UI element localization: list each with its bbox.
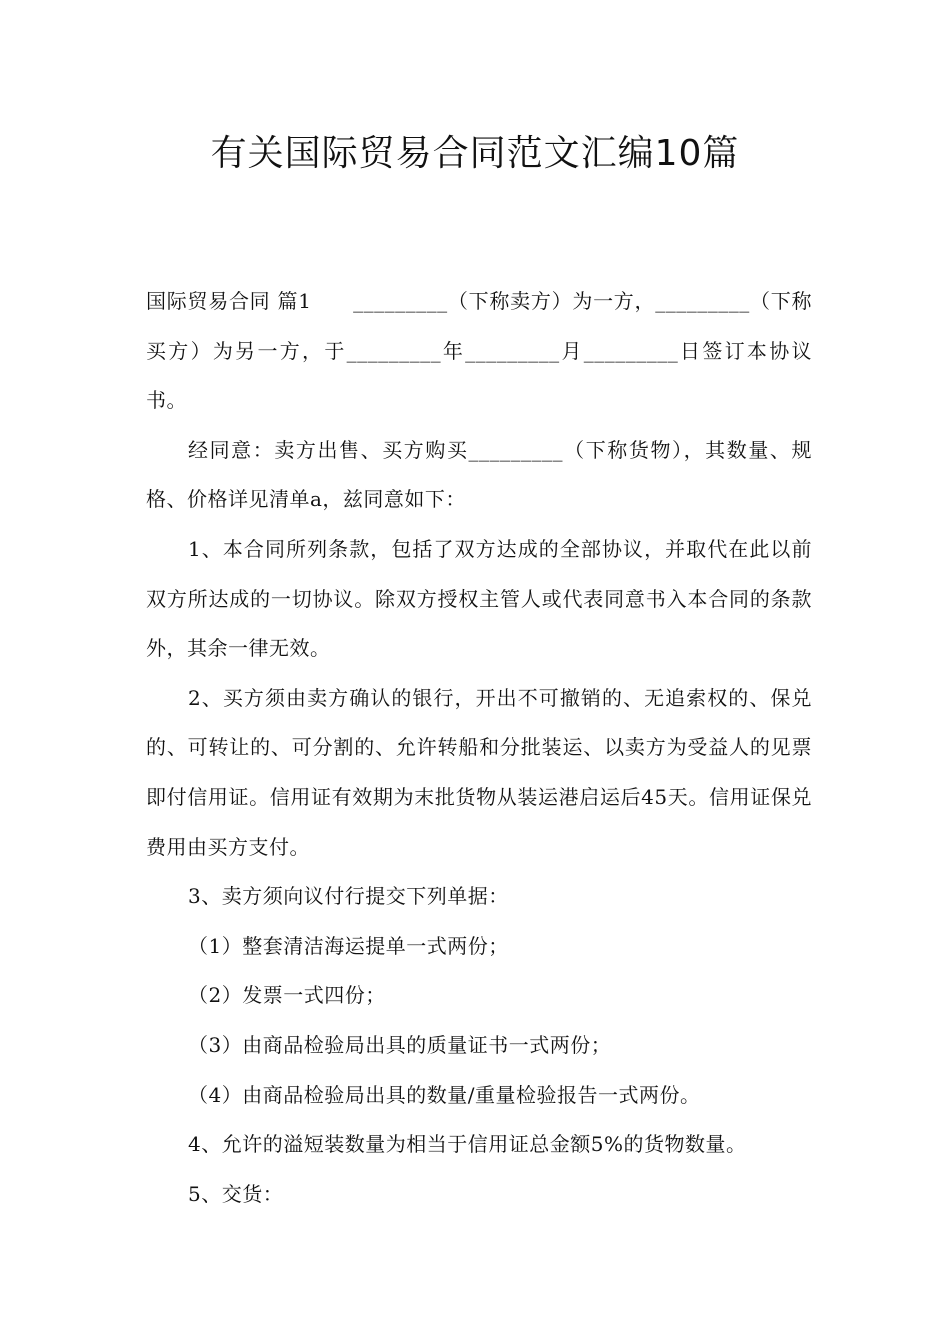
clause-4: 4、允许的溢短装数量为相当于信用证总金额5%的货物数量。 — [188, 1132, 747, 1157]
clause-1: 1、本合同所列条款，包括了双方达成的全部协议，并取代在此以前双方所达成的一切协议。除双方授权主管人或代表同意书入本合同的条款外，其余一律无效。 — [146, 536, 812, 661]
paragraph-preamble: 国际贸易合同 篇1 _________（下称卖方）为一方，_________（下称买方）为另一方，于_________年_________月_________日签订本协议书。 — [146, 289, 812, 413]
document-body — [146, 277, 812, 1219]
clause-3-item-2: （2）发票一式四份； — [188, 983, 386, 1008]
clause-3-item-3: （3）由商品检验局出具的质量证书一式两份； — [188, 1032, 612, 1057]
clause-2: 2、买方须由卖方确认的银行，开出不可撤销的、无追索权的、保兑的、可转让的、可分割的、允许转船和分批装运、以卖方为受益人的见票即付信用证。信用证有效期为末批货物从装运港启运后45天。信用证保兑费用由买方支付。 — [146, 685, 812, 859]
clause-3: 3、卖方须向议付行提交下列单据： — [188, 884, 509, 909]
clause-3-item-1: （1）整套清洁海运提单一式两份； — [188, 933, 509, 958]
paragraph-agreement: 经同意：卖方出售、买方购买_________（下称货物），其数量、规格、价格详见清单a，兹同意如下： — [146, 437, 812, 512]
document-title: 有关国际贸易合同范文汇编10篇 — [210, 133, 740, 174]
clause-3-item-4: （4）由商品检验局出具的数量/重量检验报告一式两份。 — [188, 1082, 701, 1107]
clause-5: 5、交货： — [188, 1181, 284, 1206]
